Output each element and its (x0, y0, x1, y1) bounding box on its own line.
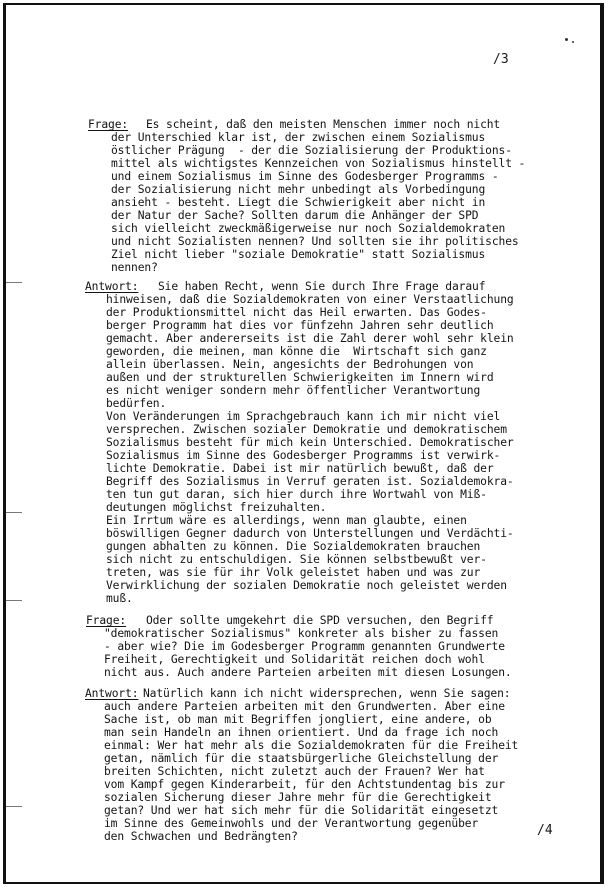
margin-mark (6, 600, 22, 601)
text-line: im Sinne des Gemeinwohls und der Verantwortung gegenüber (104, 817, 479, 830)
text-line: der Unterschied klar ist, der zwischen einem Sozialismus (111, 131, 486, 144)
page-number-top: /3 (493, 52, 509, 67)
text-line: deutungen möglichst freizuhalten. (106, 501, 327, 514)
question-label: Frage: (86, 614, 127, 627)
text-line: lichte Demokratie. Dabei ist mir natürlich bewußt, daß der (106, 462, 494, 475)
text-line: ansieht - besteht. Liegt die Schwierigkeit aber nicht in (111, 196, 486, 209)
text-line: mittel als wichtigstes Kennzeichen von Sozialismus hinstellt - (111, 157, 526, 170)
text-line: östlicher Prägung - der die Sozialisierung der Produktions- (111, 144, 512, 157)
text-line: treten, was sie für ihr Volk geleistet haben und was zur (106, 566, 481, 579)
text-line: muß. (106, 592, 133, 605)
text-line: Sache ist, ob man mit Begriffen jongliert, eine andere, ob (104, 713, 492, 726)
text-line: Ein Irrtum wäre es allerdings, wenn man glaubte, einen (106, 514, 467, 527)
text-line: Verwirklichung der sozialen Demokratie noch geleistet werden (106, 579, 507, 592)
text-line: und einem Sozialismus im Sinne des Godesberger Programms - (111, 170, 499, 183)
text-line: - aber wie? Die im Godesberger Programm genannten Grundwerte (104, 640, 505, 653)
text-line: gemacht. Aber andererseits ist die Zahl derer wohl sehr klein (106, 332, 514, 345)
text-line: vom Kampf gegen Kinderarbeit, für den Achtstundentag bis zur (104, 778, 505, 791)
text-line: sozialen Sicherung dieser Jahre mehr für die Gerechtigkeit (104, 791, 492, 804)
text-line: bedürfen. (106, 397, 167, 410)
text-line: berger Programm hat dies vor fünfzehn Jahren sehr deutlich (106, 319, 494, 332)
scan-speck (572, 41, 574, 43)
text-line: getan? Und wer hat sich mehr für die Solidarität eingesetzt (104, 804, 499, 817)
text-line: hinweisen, daß die Sozialdemokraten von einer Verstaatlichung (106, 293, 514, 306)
text-line: geworden, die meinen, man könne die Wirtschaft sich ganz (106, 345, 487, 358)
text-line: Sozialismus im Sinne des Godesberger Programms ist verwirk- (106, 449, 501, 462)
text-line: der Sozialisierung nicht mehr unbedingt als Vorbedingung (111, 183, 486, 196)
text-line: Ziel nicht lieber "soziale Demokratie" statt Sozialismus (111, 248, 486, 261)
text-line: auch andere Parteien arbeiten mit den Grundwerten. Aber eine (104, 700, 505, 713)
text-line: getan, nämlich für die staatsbürgerliche Gleichstellung der (104, 752, 499, 765)
text-line: nicht aus. Auch andere Parteien arbeiten mit diesen Losungen. (104, 666, 512, 679)
scan-speck (565, 38, 568, 41)
text-line: einmal: Wer hat mehr als die Sozialdemokraten für die Freiheit (104, 739, 519, 752)
text-line: Sie haben Recht, wenn Sie durch Ihre Frage darauf (158, 280, 486, 293)
text-line: nennen? (111, 261, 158, 274)
text-line: der Natur der Sache? Sollten darum die Anhänger der SPD (111, 209, 479, 222)
answer-label: Antwort: (85, 280, 139, 293)
text-line: Freiheit, Gerechtigkeit und Solidarität reichen doch wohl (104, 653, 485, 666)
text-line: Sozialismus besteht für mich kein Unterschied. Demokratischer (106, 436, 514, 449)
text-line: den Schwachen und Bedrängten? (104, 830, 298, 843)
text-line: Es scheint, daß den meisten Menschen immer noch nicht (146, 118, 501, 131)
text-line: sich vielleicht zweckmäßigerweise nur noch Sozialdemokraten (111, 222, 506, 235)
question-label: Frage: (88, 118, 129, 131)
margin-mark (6, 512, 22, 513)
text-line: ten tun gut daran, sich hier durch ihre Wortwahl von Miß- (106, 488, 487, 501)
text-line: und nicht Sozialisten nennen? Und sollten sie ihr politisches (111, 235, 519, 248)
text-line: der Produktionsmittel nicht das Heil erwarten. Das Godes- (106, 306, 487, 319)
text-line: Oder sollte umgekehrt die SPD versuchen, den Begriff (146, 614, 494, 627)
text-line: es nicht weniger sondern mehr öffentlicher Verantwortung (106, 384, 481, 397)
text-line: Von Veränderungen im Sprachgebrauch kann ich mir nicht viel (106, 410, 501, 423)
text-line: allein überlassen. Nein, angesichts der Bedrohungen von (106, 358, 474, 371)
margin-mark (6, 282, 22, 283)
text-line: Begriff des Sozialismus in Verruf geraten ist. Sozialdemokra- (106, 475, 514, 488)
text-line: versprechen. Zwischen sozialer Demokratie und demokratischem (106, 423, 507, 436)
page-number-bottom: /4 (537, 823, 553, 838)
answer-label: Antwort: (85, 687, 139, 700)
text-line: "demokratischer Sozialismus" konkreter als bisher zu fassen (104, 627, 499, 640)
text-line: sich nicht zu entschuldigen. Sie können selbstbewußt ver- (106, 553, 487, 566)
text-line: Natürlich kann ich nicht widersprechen, wenn Sie sagen: (143, 687, 511, 700)
text-line: böswilligen Gegner dadurch von Unterstellungen und Verdächti- (106, 527, 514, 540)
text-line: außen und der strukturellen Schwierigkeiten im Innern wird (106, 371, 494, 384)
text-line: breiten Schichten, nicht zuletzt auch der Frauen? Wer hat (104, 765, 485, 778)
margin-mark (6, 806, 22, 807)
text-line: man sein Handeln an ihnen orientiert. Und da frage ich noch (104, 726, 499, 739)
text-line: gungen abhalten zu können. Die Sozialdemokraten brauchen (106, 540, 481, 553)
